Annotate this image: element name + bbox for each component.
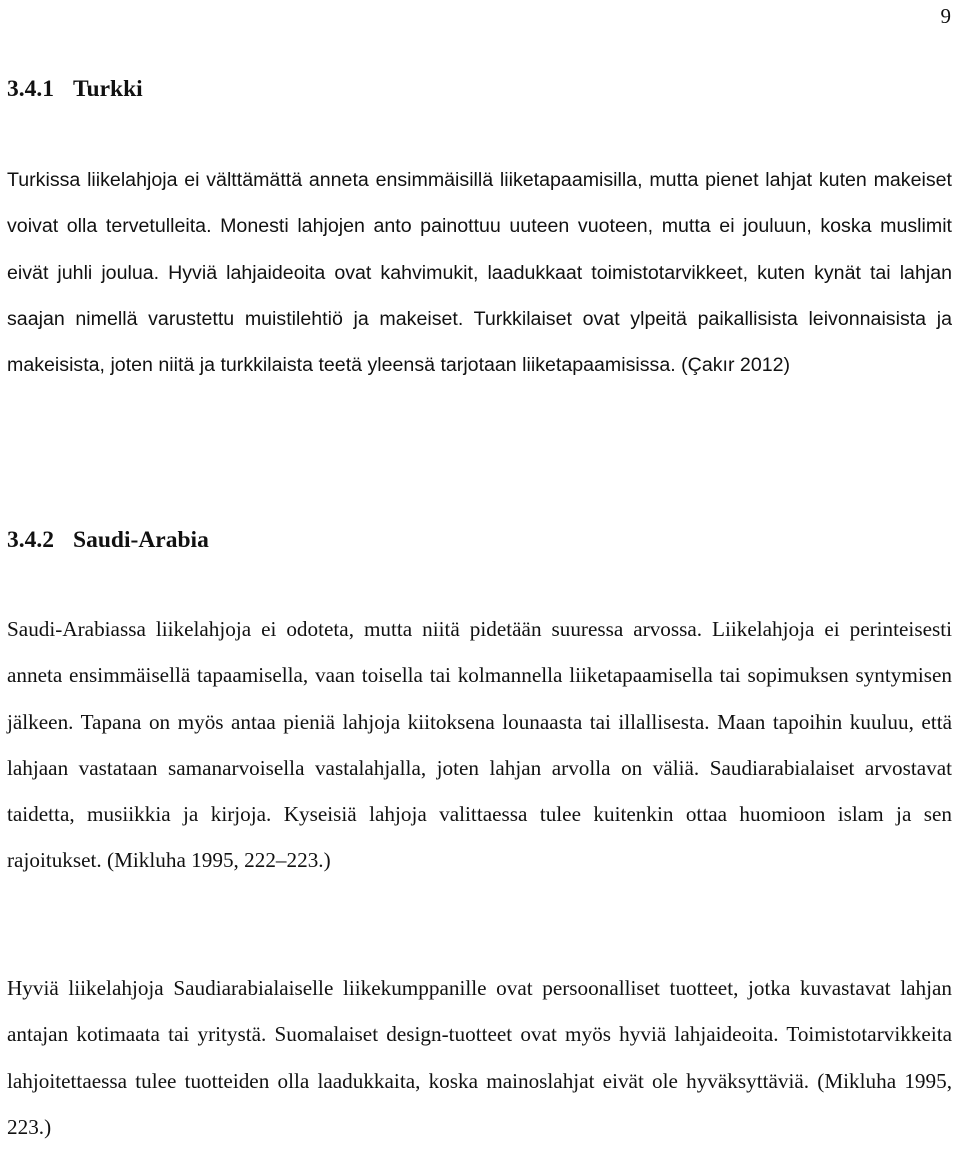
section-title: Turkki: [73, 76, 143, 102]
section-number: 3.4.2: [7, 527, 54, 553]
paragraph-turkki: Turkissa liikelahjoja ei välttämättä anneta ensimmäisillä liiketapaamisilla, mutta pienet lahjat kuten makeiset voivat olla tervetulleita. Monesti lahjojen anto painottuu uuteen vuoteen, mutta ei jouluun, koska muslimit eivät juhli joulua. Hyviä lahjaideoita ovat kahvimukit, laadukkaat toimistotarvikkeet, kuten kynät tai lahjan saajan nimellä varustettu muistilehtiö ja makeiset. Turkkilaiset ovat ylpeitä paikallisista leivonnaisista ja makeisista, joten niitä ja turkkilaista teetä yleensä tarjotaan liiketapaamisissa. (Çakır 2012): [7, 169, 952, 377]
page-number: 9: [940, 4, 951, 28]
section-number: 3.4.1: [7, 76, 54, 102]
section-heading-saudi-arabia: [7, 526, 209, 554]
section-title: Saudi-Arabia: [73, 527, 209, 553]
paragraph-saudi-arabia-1: Saudi-Arabiassa liikelahjoja ei odoteta, mutta niitä pidetään suuressa arvossa. Liikelahjoja ei perinteisesti anneta ensimmäisellä tapaamisella, vaan toisella tai kolmannella liiketapaamisella tai sopimuksen syntymisen jälkeen. Tapana on myös antaa pieniä lahjoja kiitoksena lounaasta tai illallisesta. Maan tapoihin kuuluu, että lahjaan vastataan samanarvoisella vastalahjalla, joten lahjan arvolla on väliä. Saudiarabialaiset arvostavat taidetta, musiikkia ja kirjoja. Kyseisiä lahjoja valittaessa tulee kuitenkin ottaa huomioon islam ja sen rajoitukset. (Mikluha 1995, 222–223.): [7, 617, 952, 873]
paragraph-saudi-arabia-2: Hyviä liikelahjoja Saudiarabialaiselle liikekumppanille ovat persoonalliset tuotteet, jotka kuvastavat lahjan antajan kotimaata tai yritystä. Suomalaiset design-tuotteet ovat myös hyviä lahjaideoita. Toimistotarvikkeita lahjoitettaessa tulee tuotteiden olla laadukkaita, koska mainoslahjat eivät ole hyväksyttäviä. (Mikluha 1995, 223.): [7, 976, 952, 1139]
section-heading-turkki: [7, 75, 143, 103]
